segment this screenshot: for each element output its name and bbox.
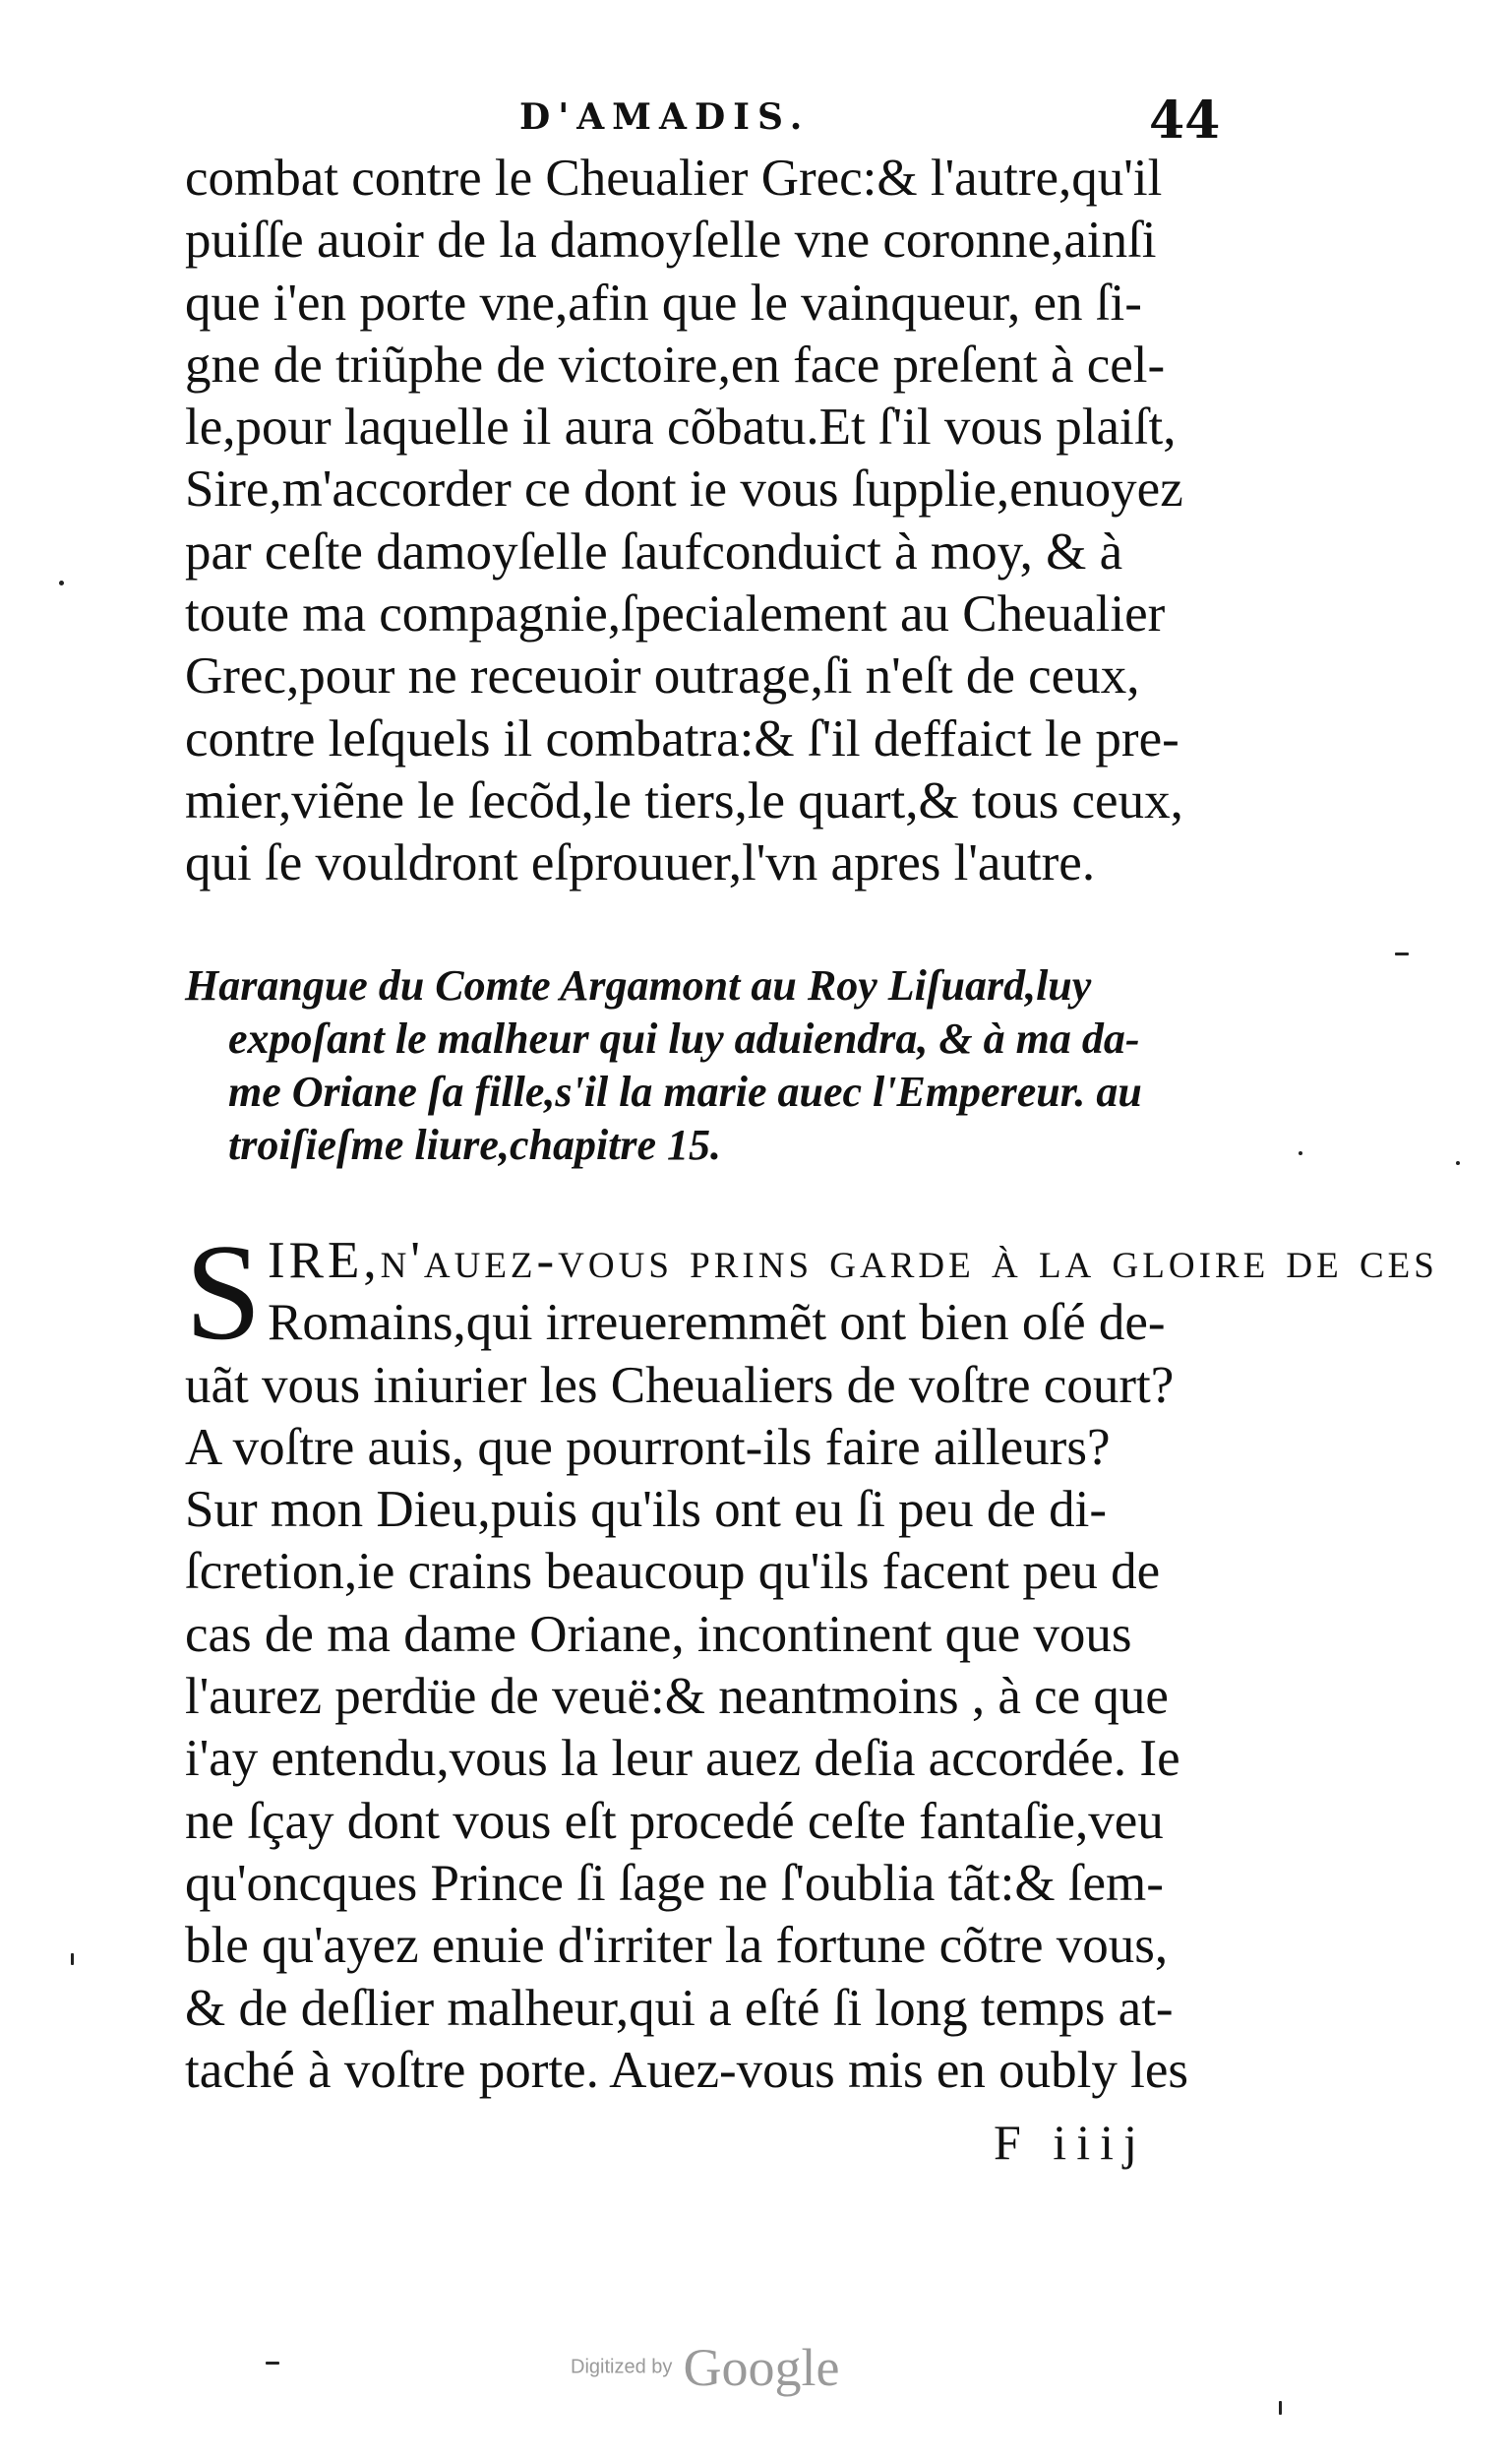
continued-paragraph: [185, 148, 1287, 895]
text-line: taché à voſtre porte. Auez-vous mis en oubly les: [185, 2041, 1188, 2099]
text-line: [185, 1230, 1438, 1292]
running-header: [177, 91, 1269, 155]
text-line: cas de ma dame Oriane, incontinent que vous: [185, 1605, 1132, 1663]
text-line: qui ſe vouldront eſprouuer,l'vn apres l'autre.: [185, 834, 1096, 892]
drop-cap: S: [185, 1216, 262, 1369]
text-line: puiſſe auoir de la damoyſelle vne coronne,ainſi: [185, 212, 1157, 270]
heading-line: troiſieſme liure,chapitre 15.: [228, 1121, 722, 1169]
text-line: l'aurez perdüe de veuë:& neantmoins , à ce que: [185, 1668, 1169, 1726]
text-line: i'ay entendu,vous la leur auez deſia accordée. Ie: [185, 1730, 1180, 1788]
scan-speck: [1279, 2401, 1282, 2415]
text-line: que i'en porte vne,afin que le vainqueur, en ſi-: [185, 274, 1142, 332]
digitization-watermark: [571, 2337, 839, 2398]
watermark-brand: Google: [683, 2338, 840, 2397]
text-line: contre leſquels il combatra:& ſ'il deffaict le pre-: [185, 709, 1179, 768]
scan-speck: [266, 2362, 279, 2365]
text-line: combat contre le Cheualier Grec:& l'autre,qu'il: [185, 150, 1163, 207]
heading-line: expoſant le malheur qui luy aduiendra, & à ma da-: [228, 1015, 1140, 1063]
scan-speck: [71, 1953, 74, 1965]
scan-speck: [59, 581, 64, 585]
heading-line: Harangue du Comte Argamont au Roy Liſuard,luy: [185, 961, 1092, 1010]
text-line: gne de triũphe de victoire,en face preſent à cel-: [185, 336, 1166, 394]
scan-speck: [1299, 1151, 1302, 1155]
text-line: toute ma compagnie,ſpecialement au Cheualier: [185, 585, 1166, 644]
heading-line: me Oriane ſa fille,s'il la marie auec l'Empereur. au: [228, 1068, 1142, 1116]
text-line: Grec,pour ne receuoir outrage,ſi n'eſt de ceux,: [185, 647, 1140, 706]
scan-speck: [1395, 953, 1409, 955]
text-line: le,pour laquelle il aura cõbatu.Et ſ'il vous plaiſt,: [185, 399, 1177, 457]
text-line: Romains,qui irreueremmẽt ont bien oſé de-: [268, 1294, 1166, 1352]
text-line: A voſtre auis, que pourront-ils faire ailleurs?: [185, 1418, 1111, 1476]
text-line: ſcretion,ie crains beaucoup qu'ils facent peu de: [185, 1543, 1161, 1601]
harangue-paragraph: [185, 1216, 1438, 2102]
text-line: mier,viẽne le ſecõd,le tiers,le quart,& tous ceux,: [185, 771, 1183, 830]
signature-mark: F iiij: [994, 2115, 1147, 2170]
text-line: par ceſte damoyſelle ſaufconduict à moy, & à: [185, 523, 1123, 581]
running-title: D'AMADIS.: [519, 96, 811, 138]
watermark-prefix: Digitized by: [571, 2356, 673, 2378]
text-line: ne ſçay dont vous eſt procedé ceſte fantaſie,veu: [185, 1792, 1164, 1850]
text-line: ble qu'ayez enuie d'irriter la fortune cõtre vous,: [185, 1917, 1169, 1975]
text-line: Sur mon Dieu,puis qu'ils ont eu ſi peu de di-: [185, 1481, 1107, 1539]
scan-speck: [1456, 1161, 1460, 1165]
text-line: uãt vous iniurier les Cheualiers de voſtre court?: [185, 1356, 1175, 1414]
text-line: qu'oncques Prince ſi ſage ne ſ'oublia tãt:& ſem-: [185, 1854, 1164, 1912]
page-number: 44: [1149, 91, 1221, 151]
first-line-text: IRE,n'auez-vous prins garde à la gloire de ces: [268, 1232, 1438, 1289]
section-heading: [185, 959, 1287, 1172]
text-line: Sire,m'accorder ce dont ie vous ſupplie,enuoyez: [185, 461, 1183, 519]
text-line: & de deſlier malheur,qui a eſté ſi long temps at-: [185, 1979, 1174, 2037]
